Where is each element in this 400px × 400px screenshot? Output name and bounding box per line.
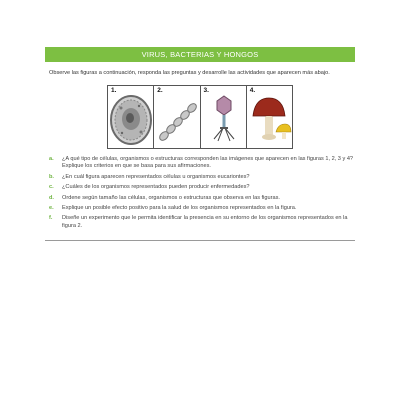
question-letter: d. [49,194,54,201]
question-letter: a. [49,156,54,162]
question-text: Diseñe un experimento que le permita identificar la presencia en su entorno de los organismos representados en la figura 2. [62,215,348,229]
figure-number: 1. [111,87,117,94]
bacteriophage-icon [201,86,247,148]
cell-icon [108,86,154,148]
figure-number: 2. [157,87,163,94]
question-item [49,205,354,212]
bottom-divider [45,240,355,241]
question-text: ¿En cuál figura aparecen representados células u organismos eucariontes? [62,173,250,180]
question-item [49,174,354,181]
figure-4 [247,86,292,148]
intro-text: Observe las figuras a continuación, responda las preguntas y desarrolle las actividades que aparecen más abajo. [49,70,330,76]
mushroom-icon [247,86,293,148]
question-text: ¿A qué tipo de células, organismos o estructuras corresponden las imágenes que aparecen en las figuras 1, 2, 3 y 4? Explique los criterios en que se basa para sus afirmaciones. [62,156,354,170]
question-letter: f. [49,215,53,222]
question-item [49,156,354,171]
figure-3 [201,86,247,148]
question-letter: b. [49,173,54,180]
question-letter: e. [49,205,54,212]
question-text: Explique un posible efecto positivo para la salud de los organismos representados en la figura. [62,205,297,212]
question-item [49,195,354,202]
bacteria-chain-icon [154,86,200,148]
question-text: ¿Cuáles de los organismos representados pueden producir enfermedades? [62,184,250,191]
question-letter: c. [49,184,54,191]
figures-strip [107,85,293,149]
banner-title: VIRUS, BACTERIAS Y HONGOS [141,50,259,59]
section-banner [45,47,355,62]
figure-2 [154,86,200,148]
question-text: Ordene según tamaño las células, organismos o estructuras que observa en las figuras. [62,194,280,201]
question-item [49,184,354,191]
figure-number: 4. [249,87,256,94]
figure-number: 3. [203,87,209,94]
question-item [49,215,354,230]
questions-list [49,156,354,233]
figure-1 [108,86,154,148]
